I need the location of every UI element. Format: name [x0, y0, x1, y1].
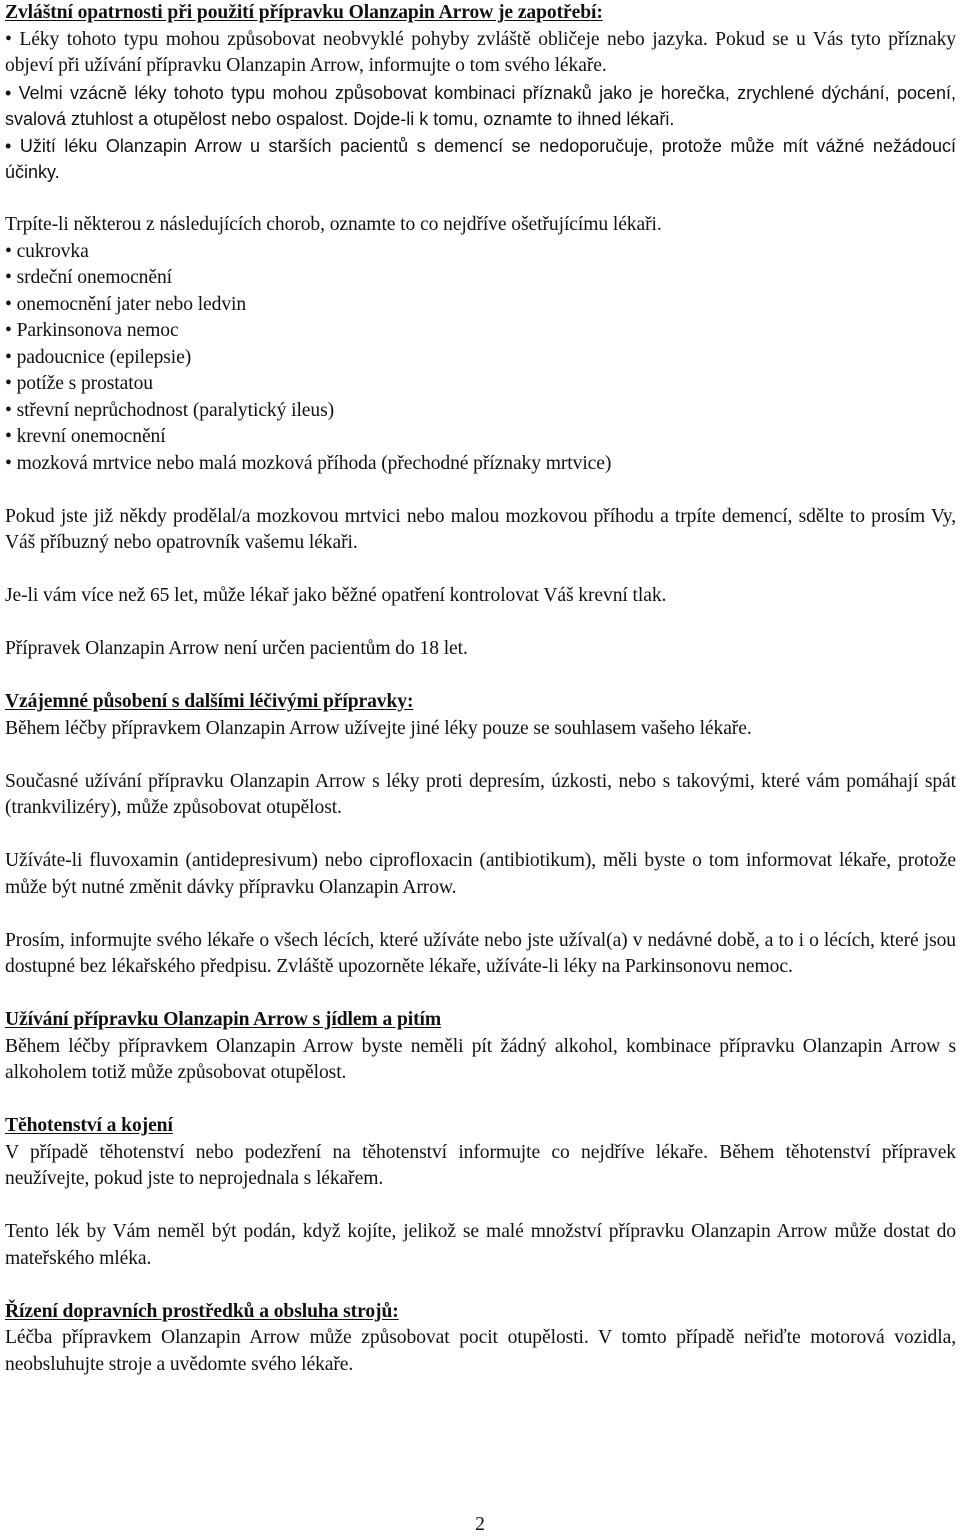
list-item: • mozková mrtvice nebo malá mozková příhoda (přechodné příznaky mrtvice)	[5, 451, 956, 478]
under-18-paragraph: Přípravek Olanzapin Arrow není určen pacientům do 18 let.	[5, 638, 468, 659]
interactions-paragraph: Během léčby přípravkem Olanzapin Arrow užívejte jiné léky pouze se souhlasem vašeho lékaře.	[5, 717, 752, 739]
list-item: • Parkinsonova nemoc	[5, 318, 956, 345]
list-item: • střevní neprůchodnost (paralytický ileus)	[5, 398, 956, 425]
list-item: • srdeční onemocnění	[5, 265, 956, 292]
interactions-paragraph: Současné užívání přípravku Olanzapin Arrow s léky proti depresím, úzkosti, nebo s takovými, které vám pomáhají spát (trankvilizéry), může způsobovat otupělost.	[5, 770, 956, 818]
driving-paragraph: Léčba přípravkem Olanzapin Arrow může způsobovat pocit otupělosti. V tomto případě neřiďte motorová vozidla, neobsluhujte stroje a uvědomte svého lékaře.	[5, 1327, 956, 1375]
interactions-heading: Vzájemné působení s dalšími léčivými přípravky:	[5, 691, 414, 712]
precaution-item: • Léky tohoto typu mohou způsobovat neobvyklé pohyby zvláště obličeje nebo jazyka. Pokud se u Vás tyto příznaky objeví při užívání přípravku Olanzapin Arrow, informujte o tom svého lékaře.	[5, 27, 956, 80]
diseases-list	[5, 239, 956, 478]
precautions-heading: Zvláštní opatrnosti při použití přípravku Olanzapin Arrow je zapotřebí:	[5, 2, 603, 23]
food-paragraph: Během léčby přípravkem Olanzapin Arrow byste neměli pít žádný alkohol, kombinace přípravku Olanzapin Arrow s alkoholem totiž může způsobovat otupělost.	[5, 1035, 956, 1083]
page-number: 2	[475, 1514, 485, 1535]
pregnancy-paragraph: V případě těhotenství nebo podezření na těhotenství informujte co nejdříve lékaře. Během těhotenství přípravek neužívejte, pokud jste to neprojednala s lékařem.	[5, 1141, 956, 1189]
driving-heading: Řízení dopravních prostředků a obsluha strojů:	[5, 1300, 399, 1322]
list-item: • onemocnění jater nebo ledvin	[5, 292, 956, 319]
food-heading: Užívání přípravku Olanzapin Arrow s jídlem a pitím	[5, 1009, 442, 1030]
precaution-item: • Užití léku Olanzapin Arrow u starších pacientů s demencí se nedoporučuje, protože může mít vážné nežádoucí účinky.	[5, 133, 956, 186]
document-page	[5, 0, 956, 1378]
interactions-paragraph: Prosím, informujte svého lékaře o všech lécích, které užíváte nebo jste užíval(a) v nedávné době, a to i o lécích, které jsou dostupné bez lékařského předpisu. Zvláště upozorněte lékaře, užíváte-li léky na Parkinsonovu nemoc.	[5, 929, 956, 977]
pregnancy-heading: Těhotenství a kojení	[5, 1115, 173, 1136]
list-item: • potíže s prostatou	[5, 371, 956, 398]
stroke-dementia-paragraph: Pokud jste již někdy prodělal/a mozkovou mrtvici nebo malou mozkovou příhodu a trpíte demencí, sdělte to prosím Vy, Váš příbuzný nebo opatrovník vašemu lékaři.	[5, 505, 956, 553]
precaution-item: • Velmi vzácně léky tohoto typu mohou způsobovat kombinaci příznaků jako je horečka, zrychlené dýchání, pocení, svalová ztuhlost a otupělost nebo ospalost. Dojde-li k tomu, oznamte to ihned lékaři.	[5, 80, 956, 133]
list-item: • cukrovka	[5, 239, 956, 266]
diseases-intro: Trpíte-li některou z následujících chorob, oznamte to co nejdříve ošetřujícímu lékaři.	[5, 214, 662, 235]
interactions-paragraph: Užíváte-li fluvoxamin (antidepresivum) nebo ciprofloxacin (antibiotikum), měli byste o tom informovat lékaře, protože může být nutné změnit dávky přípravku Olanzapin Arrow.	[5, 850, 956, 898]
over-65-paragraph: Je-li vám více než 65 let, může lékař jako běžné opatření kontrolovat Váš krevní tlak.	[5, 585, 667, 606]
pregnancy-paragraph: Tento lék by Vám neměl být podán, když kojíte, jelikož se malé množství přípravku Olanzapin Arrow může dostat do mateřského mléka.	[5, 1221, 956, 1269]
list-item: • padoucnice (epilepsie)	[5, 345, 956, 372]
list-item: • krevní onemocnění	[5, 424, 956, 451]
